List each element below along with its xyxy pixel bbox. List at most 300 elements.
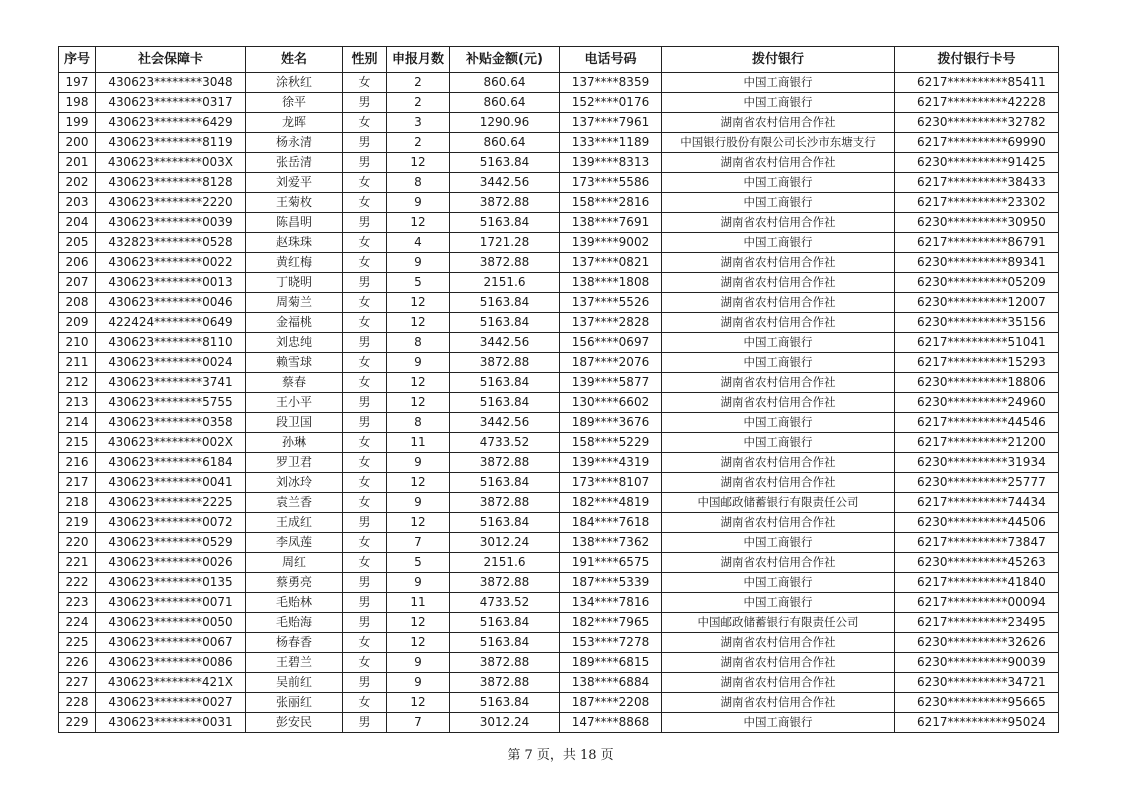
cell-gender: 男: [343, 413, 387, 433]
cell-bank: 中国工商银行: [662, 73, 895, 93]
cell-phone: 153****7278: [560, 633, 662, 653]
cell-card-number: 6230**********32782: [895, 113, 1059, 133]
cell-name: 丁晓明: [246, 273, 343, 293]
cell-phone: 173****5586: [560, 173, 662, 193]
cell-gender: 男: [343, 713, 387, 733]
cell-months: 12: [387, 633, 450, 653]
cell-seq: 229: [59, 713, 96, 733]
cell-social-security-card: 430623********0027: [96, 693, 246, 713]
cell-bank: 湖南省农村信用合作社: [662, 293, 895, 313]
cell-social-security-card: 430623********8110: [96, 333, 246, 353]
cell-name: 杨永清: [246, 133, 343, 153]
cell-amount: 5163.84: [450, 393, 560, 413]
cell-seq: 228: [59, 693, 96, 713]
cell-amount: 860.64: [450, 73, 560, 93]
cell-bank: 湖南省农村信用合作社: [662, 673, 895, 693]
cell-amount: 5163.84: [450, 293, 560, 313]
cell-gender: 男: [343, 513, 387, 533]
cell-bank: 中国邮政储蓄银行有限责任公司: [662, 493, 895, 513]
cell-card-number: 6230**********35156: [895, 313, 1059, 333]
cell-card-number: 6230**********34721: [895, 673, 1059, 693]
cell-bank: 湖南省农村信用合作社: [662, 113, 895, 133]
cell-social-security-card: 430623********0317: [96, 93, 246, 113]
cell-bank: 中国工商银行: [662, 193, 895, 213]
table-row: [59, 213, 1059, 233]
cell-phone: 182****7965: [560, 613, 662, 633]
cell-phone: 173****8107: [560, 473, 662, 493]
cell-card-number: 6217**********73847: [895, 533, 1059, 553]
cell-months: 3: [387, 113, 450, 133]
cell-card-number: 6217**********42228: [895, 93, 1059, 113]
cell-months: 2: [387, 93, 450, 113]
cell-card-number: 6230**********30950: [895, 213, 1059, 233]
cell-name: 孙琳: [246, 433, 343, 453]
cell-phone: 138****7362: [560, 533, 662, 553]
table-row: [59, 513, 1059, 533]
cell-name: 龙晖: [246, 113, 343, 133]
cell-card-number: 6217**********86791: [895, 233, 1059, 253]
cell-months: 9: [387, 453, 450, 473]
cell-seq: 212: [59, 373, 96, 393]
cell-months: 2: [387, 73, 450, 93]
header-phone: 电话号码: [560, 47, 662, 73]
table-row: [59, 333, 1059, 353]
cell-phone: 137****7961: [560, 113, 662, 133]
table-row: [59, 593, 1059, 613]
cell-social-security-card: 430623********0135: [96, 573, 246, 593]
cell-card-number: 6217**********95024: [895, 713, 1059, 733]
cell-months: 5: [387, 553, 450, 573]
cell-bank: 中国工商银行: [662, 93, 895, 113]
cell-phone: 182****4819: [560, 493, 662, 513]
cell-phone: 139****8313: [560, 153, 662, 173]
cell-social-security-card: 430623********0086: [96, 653, 246, 673]
cell-amount: 3872.88: [450, 453, 560, 473]
cell-seq: 209: [59, 313, 96, 333]
table-row: [59, 493, 1059, 513]
cell-gender: 男: [343, 613, 387, 633]
cell-seq: 225: [59, 633, 96, 653]
table-row: [59, 633, 1059, 653]
cell-months: 12: [387, 293, 450, 313]
cell-amount: 3442.56: [450, 173, 560, 193]
cell-card-number: 6230**********25777: [895, 473, 1059, 493]
cell-seq: 203: [59, 193, 96, 213]
cell-social-security-card: 430623********2225: [96, 493, 246, 513]
table-row: [59, 173, 1059, 193]
cell-social-security-card: 430623********8119: [96, 133, 246, 153]
cell-social-security-card: 430623********3741: [96, 373, 246, 393]
table-row: [59, 233, 1059, 253]
cell-gender: 女: [343, 113, 387, 133]
cell-social-security-card: 430623********0050: [96, 613, 246, 633]
cell-bank: 湖南省农村信用合作社: [662, 473, 895, 493]
header-gender: 性别: [343, 47, 387, 73]
cell-name: 罗卫君: [246, 453, 343, 473]
cell-months: 7: [387, 533, 450, 553]
cell-months: 2: [387, 133, 450, 153]
header-card-number: 拨付银行卡号: [895, 47, 1059, 73]
cell-seq: 202: [59, 173, 96, 193]
cell-phone: 130****6602: [560, 393, 662, 413]
cell-name: 赵珠珠: [246, 233, 343, 253]
cell-gender: 女: [343, 233, 387, 253]
cell-amount: 3442.56: [450, 413, 560, 433]
cell-phone: 187****5339: [560, 573, 662, 593]
cell-card-number: 6230**********18806: [895, 373, 1059, 393]
cell-gender: 男: [343, 213, 387, 233]
table-row: [59, 273, 1059, 293]
cell-seq: 204: [59, 213, 96, 233]
table-row: [59, 673, 1059, 693]
cell-months: 5: [387, 273, 450, 293]
cell-seq: 224: [59, 613, 96, 633]
table-row: [59, 453, 1059, 473]
cell-social-security-card: 430623********0026: [96, 553, 246, 573]
cell-card-number: 6230**********90039: [895, 653, 1059, 673]
cell-months: 12: [387, 613, 450, 633]
cell-card-number: 6230**********45263: [895, 553, 1059, 573]
cell-months: 8: [387, 173, 450, 193]
cell-seq: 206: [59, 253, 96, 273]
table-row: [59, 413, 1059, 433]
cell-months: 11: [387, 593, 450, 613]
cell-gender: 女: [343, 473, 387, 493]
cell-card-number: 6230**********32626: [895, 633, 1059, 653]
table-row: [59, 373, 1059, 393]
cell-gender: 男: [343, 673, 387, 693]
cell-phone: 133****1189: [560, 133, 662, 153]
table-header-row: [59, 47, 1059, 73]
cell-name: 彭安民: [246, 713, 343, 733]
cell-name: 周红: [246, 553, 343, 573]
cell-months: 12: [387, 393, 450, 413]
table-row: [59, 613, 1059, 633]
cell-gender: 女: [343, 433, 387, 453]
table-row: [59, 193, 1059, 213]
cell-phone: 134****7816: [560, 593, 662, 613]
cell-card-number: 6217**********44546: [895, 413, 1059, 433]
cell-name: 蔡勇亮: [246, 573, 343, 593]
cell-gender: 女: [343, 553, 387, 573]
cell-card-number: 6230**********89341: [895, 253, 1059, 273]
cell-seq: 201: [59, 153, 96, 173]
cell-social-security-card: 430623********0072: [96, 513, 246, 533]
cell-seq: 198: [59, 93, 96, 113]
page-number: 第 7 页，共 18 页: [507, 748, 614, 763]
cell-phone: 138****1808: [560, 273, 662, 293]
table-row: [59, 713, 1059, 733]
cell-amount: 5163.84: [450, 153, 560, 173]
cell-social-security-card: 430623********0358: [96, 413, 246, 433]
subsidy-table-sheet: [58, 46, 1058, 733]
cell-social-security-card: 430623********2220: [96, 193, 246, 213]
table-row: [59, 473, 1059, 493]
cell-bank: 湖南省农村信用合作社: [662, 153, 895, 173]
cell-months: 11: [387, 433, 450, 453]
cell-phone: 158****5229: [560, 433, 662, 453]
table-row: [59, 693, 1059, 713]
table-row: [59, 533, 1059, 553]
cell-social-security-card: 430623********421X: [96, 673, 246, 693]
cell-seq: 227: [59, 673, 96, 693]
cell-card-number: 6230**********12007: [895, 293, 1059, 313]
cell-gender: 女: [343, 653, 387, 673]
cell-phone: 158****2816: [560, 193, 662, 213]
cell-name: 袁兰香: [246, 493, 343, 513]
cell-card-number: 6217**********41840: [895, 573, 1059, 593]
cell-card-number: 6217**********23302: [895, 193, 1059, 213]
cell-name: 王小平: [246, 393, 343, 413]
cell-gender: 女: [343, 533, 387, 553]
cell-bank: 湖南省农村信用合作社: [662, 653, 895, 673]
cell-phone: 156****0697: [560, 333, 662, 353]
cell-gender: 女: [343, 353, 387, 373]
cell-card-number: 6217**********51041: [895, 333, 1059, 353]
cell-amount: 5163.84: [450, 373, 560, 393]
cell-amount: 860.64: [450, 93, 560, 113]
cell-bank: 中国银行股份有限公司长沙市东塘支行: [662, 133, 895, 153]
cell-bank: 湖南省农村信用合作社: [662, 393, 895, 413]
cell-phone: 139****9002: [560, 233, 662, 253]
cell-phone: 137****8359: [560, 73, 662, 93]
cell-amount: 860.64: [450, 133, 560, 153]
cell-amount: 3012.24: [450, 533, 560, 553]
cell-gender: 女: [343, 253, 387, 273]
table-row: [59, 393, 1059, 413]
cell-seq: 217: [59, 473, 96, 493]
cell-name: 刘忠纯: [246, 333, 343, 353]
cell-bank: 中国邮政储蓄银行有限责任公司: [662, 613, 895, 633]
cell-card-number: 6217**********38433: [895, 173, 1059, 193]
cell-months: 12: [387, 693, 450, 713]
cell-bank: 中国工商银行: [662, 353, 895, 373]
cell-phone: 138****7691: [560, 213, 662, 233]
cell-bank: 湖南省农村信用合作社: [662, 253, 895, 273]
cell-name: 王成红: [246, 513, 343, 533]
cell-name: 涂秋红: [246, 73, 343, 93]
cell-amount: 3872.88: [450, 493, 560, 513]
cell-social-security-card: 430623********003X: [96, 153, 246, 173]
cell-months: 9: [387, 573, 450, 593]
cell-social-security-card: 430623********0071: [96, 593, 246, 613]
cell-seq: 200: [59, 133, 96, 153]
cell-name: 赖雪球: [246, 353, 343, 373]
cell-seq: 199: [59, 113, 96, 133]
cell-gender: 男: [343, 393, 387, 413]
table-row: [59, 113, 1059, 133]
cell-months: 12: [387, 153, 450, 173]
header-bank: 拨付银行: [662, 47, 895, 73]
table-row: [59, 433, 1059, 453]
cell-seq: 197: [59, 73, 96, 93]
cell-phone: 139****4319: [560, 453, 662, 473]
cell-card-number: 6230**********44506: [895, 513, 1059, 533]
cell-seq: 211: [59, 353, 96, 373]
cell-name: 李凤莲: [246, 533, 343, 553]
cell-card-number: 6217**********21200: [895, 433, 1059, 453]
cell-amount: 4733.52: [450, 433, 560, 453]
cell-social-security-card: 432823********0528: [96, 233, 246, 253]
cell-phone: 147****8868: [560, 713, 662, 733]
cell-amount: 3872.88: [450, 253, 560, 273]
cell-months: 12: [387, 513, 450, 533]
cell-card-number: 6230**********95665: [895, 693, 1059, 713]
cell-seq: 219: [59, 513, 96, 533]
cell-amount: 3872.88: [450, 653, 560, 673]
cell-bank: 中国工商银行: [662, 413, 895, 433]
cell-seq: 207: [59, 273, 96, 293]
table-row: [59, 353, 1059, 373]
cell-amount: 3012.24: [450, 713, 560, 733]
cell-gender: 男: [343, 273, 387, 293]
cell-phone: 189****3676: [560, 413, 662, 433]
cell-gender: 男: [343, 133, 387, 153]
cell-social-security-card: 430623********8128: [96, 173, 246, 193]
cell-card-number: 6217**********00094: [895, 593, 1059, 613]
cell-gender: 女: [343, 293, 387, 313]
cell-months: 8: [387, 333, 450, 353]
cell-amount: 1290.96: [450, 113, 560, 133]
cell-amount: 5163.84: [450, 693, 560, 713]
table-row: [59, 73, 1059, 93]
cell-amount: 5163.84: [450, 633, 560, 653]
cell-gender: 女: [343, 193, 387, 213]
cell-name: 刘爱平: [246, 173, 343, 193]
cell-card-number: 6217**********69990: [895, 133, 1059, 153]
cell-amount: 3872.88: [450, 673, 560, 693]
subsidy-table: [58, 46, 1059, 733]
cell-gender: 女: [343, 313, 387, 333]
cell-name: 张岳清: [246, 153, 343, 173]
cell-name: 陈昌明: [246, 213, 343, 233]
cell-amount: 3872.88: [450, 573, 560, 593]
cell-name: 金福桃: [246, 313, 343, 333]
cell-bank: 中国工商银行: [662, 533, 895, 553]
table-row: [59, 313, 1059, 333]
cell-phone: 137****2828: [560, 313, 662, 333]
cell-seq: 205: [59, 233, 96, 253]
cell-social-security-card: 430623********0041: [96, 473, 246, 493]
table-body: [59, 73, 1059, 733]
cell-gender: 男: [343, 593, 387, 613]
cell-bank: 湖南省农村信用合作社: [662, 373, 895, 393]
cell-bank: 湖南省农村信用合作社: [662, 453, 895, 473]
cell-phone: 189****6815: [560, 653, 662, 673]
header-amount: 补贴金额(元): [450, 47, 560, 73]
header-seq: 序号: [59, 47, 96, 73]
cell-months: 9: [387, 353, 450, 373]
cell-phone: 191****6575: [560, 553, 662, 573]
table-row: [59, 573, 1059, 593]
cell-name: 王碧兰: [246, 653, 343, 673]
header-social-security-card: 社会保障卡: [96, 47, 246, 73]
cell-amount: 5163.84: [450, 313, 560, 333]
cell-social-security-card: 430623********0031: [96, 713, 246, 733]
cell-social-security-card: 430623********6184: [96, 453, 246, 473]
cell-seq: 221: [59, 553, 96, 573]
header-months: 申报月数: [387, 47, 450, 73]
cell-gender: 男: [343, 333, 387, 353]
cell-seq: 208: [59, 293, 96, 313]
cell-card-number: 6217**********85411: [895, 73, 1059, 93]
cell-bank: 湖南省农村信用合作社: [662, 633, 895, 653]
cell-phone: 187****2208: [560, 693, 662, 713]
cell-gender: 女: [343, 73, 387, 93]
cell-phone: 139****5877: [560, 373, 662, 393]
table-row: [59, 293, 1059, 313]
table-row: [59, 93, 1059, 113]
cell-bank: 中国工商银行: [662, 333, 895, 353]
cell-bank: 湖南省农村信用合作社: [662, 513, 895, 533]
cell-seq: 218: [59, 493, 96, 513]
cell-name: 吴前红: [246, 673, 343, 693]
cell-phone: 137****0821: [560, 253, 662, 273]
cell-bank: 中国工商银行: [662, 173, 895, 193]
cell-amount: 5163.84: [450, 513, 560, 533]
cell-months: 7: [387, 713, 450, 733]
cell-bank: 中国工商银行: [662, 713, 895, 733]
cell-social-security-card: 430623********0013: [96, 273, 246, 293]
table-row: [59, 553, 1059, 573]
table-row: [59, 153, 1059, 173]
cell-gender: 女: [343, 693, 387, 713]
cell-bank: 湖南省农村信用合作社: [662, 553, 895, 573]
cell-bank: 湖南省农村信用合作社: [662, 273, 895, 293]
cell-social-security-card: 430623********0039: [96, 213, 246, 233]
cell-gender: 女: [343, 373, 387, 393]
cell-name: 徐平: [246, 93, 343, 113]
cell-amount: 5163.84: [450, 613, 560, 633]
cell-phone: 187****2076: [560, 353, 662, 373]
cell-name: 张丽红: [246, 693, 343, 713]
table-row: [59, 653, 1059, 673]
cell-amount: 3872.88: [450, 193, 560, 213]
cell-gender: 女: [343, 453, 387, 473]
cell-months: 9: [387, 493, 450, 513]
cell-social-security-card: 430623********0529: [96, 533, 246, 553]
cell-card-number: 6230**********91425: [895, 153, 1059, 173]
header-name: 姓名: [246, 47, 343, 73]
cell-social-security-card: 430623********3048: [96, 73, 246, 93]
cell-social-security-card: 430623********5755: [96, 393, 246, 413]
cell-amount: 5163.84: [450, 473, 560, 493]
cell-amount: 1721.28: [450, 233, 560, 253]
cell-months: 12: [387, 373, 450, 393]
cell-months: 12: [387, 313, 450, 333]
cell-card-number: 6217**********15293: [895, 353, 1059, 373]
cell-social-security-card: 430623********0022: [96, 253, 246, 273]
cell-card-number: 6230**********05209: [895, 273, 1059, 293]
cell-social-security-card: 430623********002X: [96, 433, 246, 453]
cell-months: 12: [387, 213, 450, 233]
cell-seq: 226: [59, 653, 96, 673]
cell-gender: 女: [343, 173, 387, 193]
cell-gender: 男: [343, 573, 387, 593]
cell-phone: 137****5526: [560, 293, 662, 313]
cell-months: 9: [387, 673, 450, 693]
cell-name: 毛贻海: [246, 613, 343, 633]
cell-months: 8: [387, 413, 450, 433]
cell-name: 杨春香: [246, 633, 343, 653]
cell-amount: 3442.56: [450, 333, 560, 353]
cell-name: 王菊枚: [246, 193, 343, 213]
cell-social-security-card: 422424********0649: [96, 313, 246, 333]
cell-name: 刘冰玲: [246, 473, 343, 493]
cell-social-security-card: 430623********0046: [96, 293, 246, 313]
cell-phone: 152****0176: [560, 93, 662, 113]
cell-name: 黄红梅: [246, 253, 343, 273]
